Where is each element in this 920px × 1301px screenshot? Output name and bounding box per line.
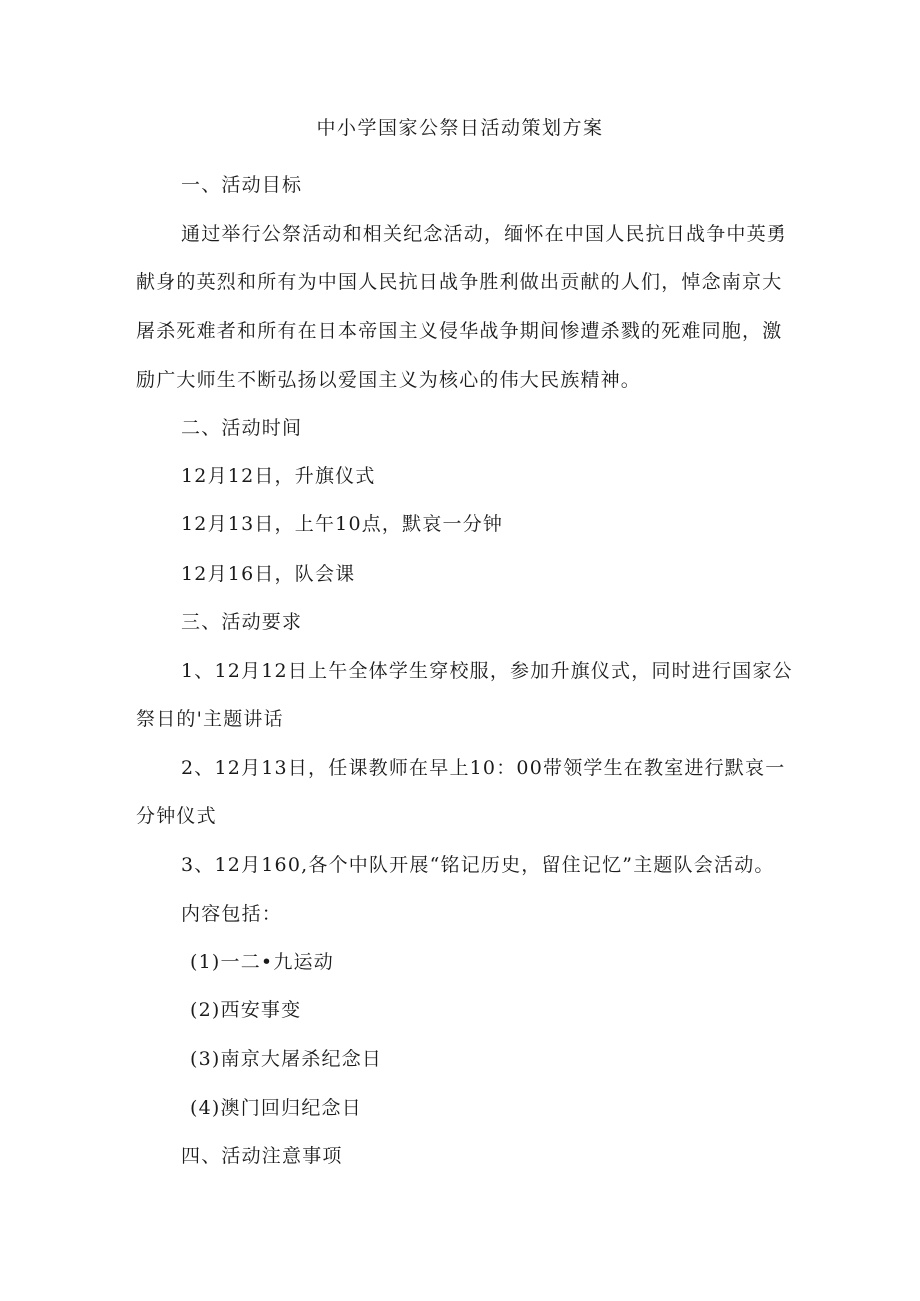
paragraph-line: 通过举行公祭活动和相关纪念活动，缅怀在中国人民抗日战争中英勇 (181, 223, 788, 245)
schedule-item: 12月13日，上午10点，默哀一分钟 (181, 513, 504, 535)
section-heading-goals: 一、活动目标 (181, 174, 303, 196)
content-item: (2)西安事变 (190, 999, 302, 1021)
paragraph-line: 励广大师生不断弘扬以爱国主义为核心的伟大民族精神。 (136, 369, 642, 391)
schedule-item: 12月16日，队会课 (181, 563, 356, 585)
requirement-line: 祭日的'主题讲话 (136, 708, 284, 730)
paragraph-line: 献身的英烈和所有为中国人民抗日战争胜利做出贡献的人们，悼念南京大 (136, 271, 783, 293)
requirement-line: 2、12月13日，任课教师在早上10：00带领学生在教室进行默哀一 (181, 757, 786, 779)
content-item: (4)澳门回归纪念日 (190, 1097, 362, 1119)
section-heading-notes: 四、活动注意事项 (181, 1145, 343, 1167)
content-item: (1)一二•九运动 (190, 951, 334, 973)
requirement-line: 3、12月160,各个中队开展“铭记历史，留住记忆”主题队会活动。 (181, 854, 775, 876)
section-heading-requirements: 三、活动要求 (181, 611, 303, 633)
section-heading-time: 二、活动时间 (181, 417, 303, 439)
content-item: (3)南京大屠杀纪念日 (190, 1048, 383, 1070)
document-title: 中小学国家公祭日活动策划方案 (316, 117, 604, 139)
content-label: 内容包括： (181, 903, 283, 925)
schedule-item: 12月12日，升旗仪式 (181, 465, 376, 487)
paragraph-line: 屠杀死难者和所有在日本帝国主义侵华战争期间惨遭杀戮的死难同胞，激 (136, 320, 783, 342)
requirement-line: 分钟仪式 (136, 805, 217, 827)
requirement-line: 1、12月12日上午全体学生穿校服，参加升旗仪式，同时进行国家公 (181, 660, 793, 682)
